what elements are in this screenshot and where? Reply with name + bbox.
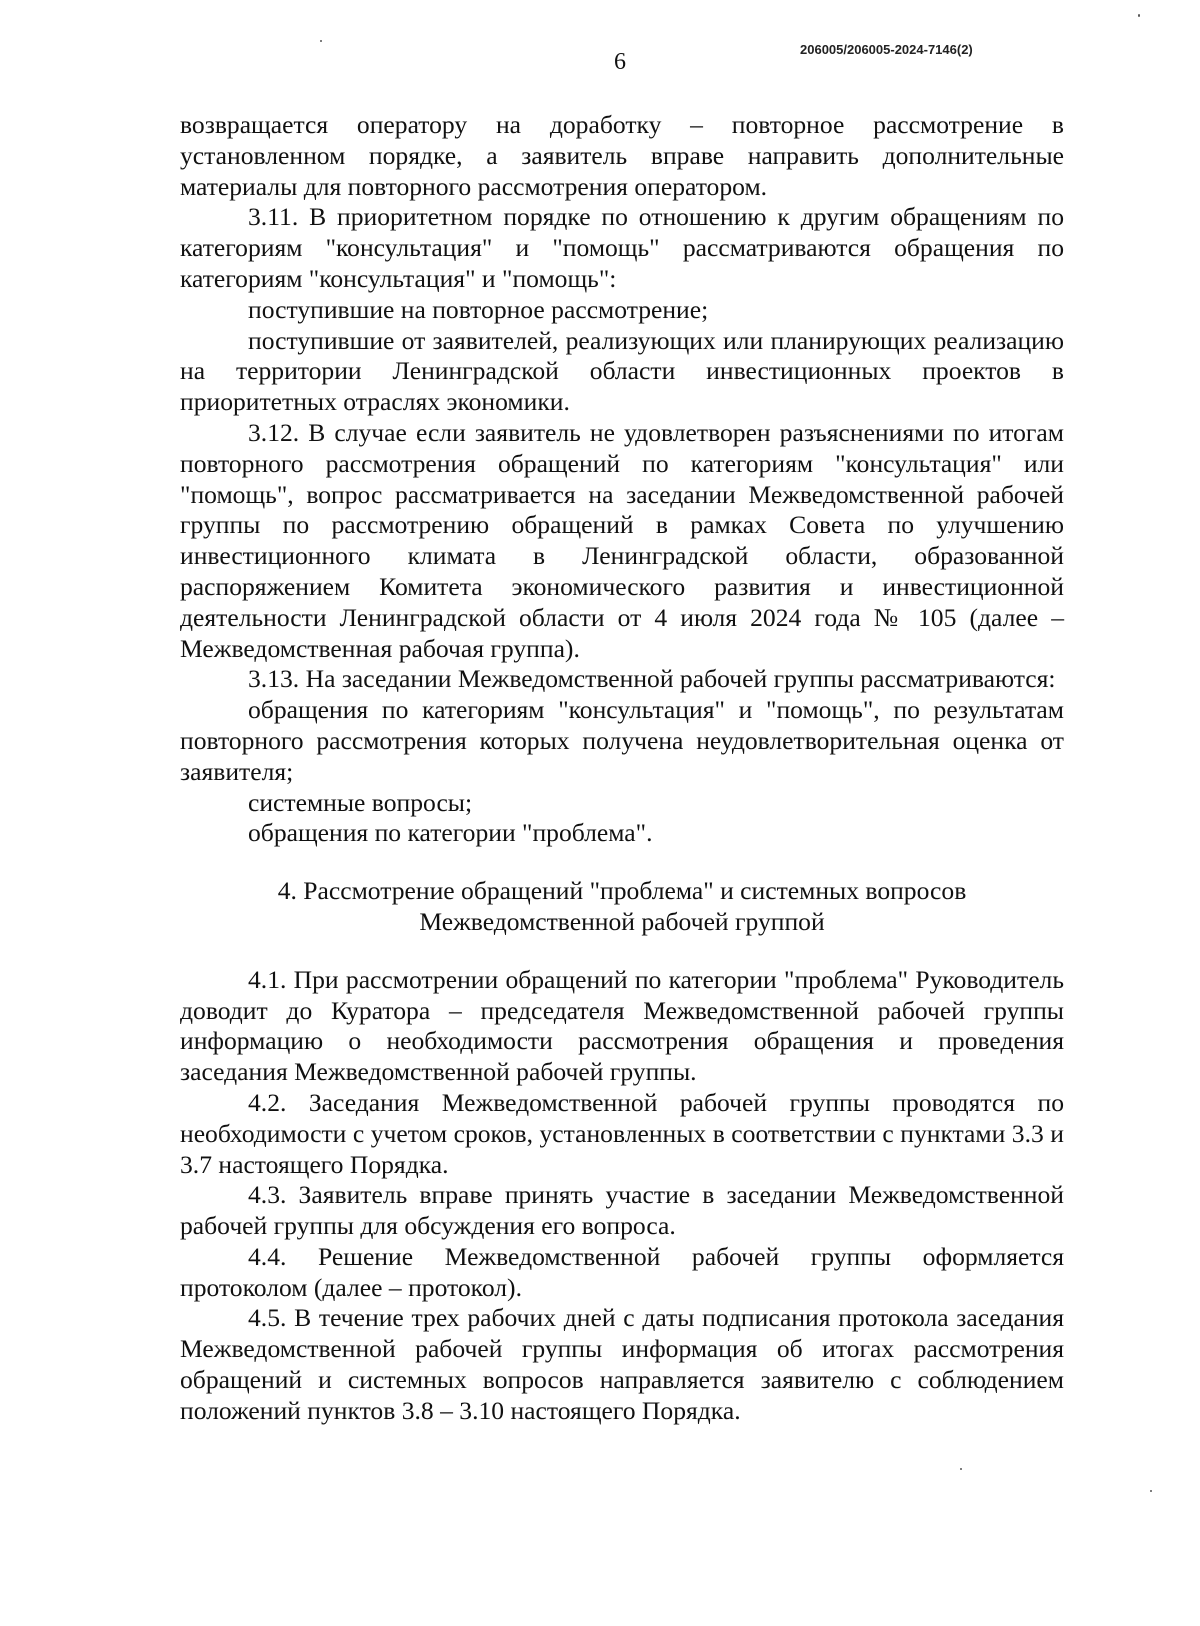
scan-speck <box>1138 14 1140 17</box>
list-item-investors: поступившие от заявителей, реализующих или планирующих реализацию на территории Ленинградской области инвестиционных проектов в приоритетных отраслях экономики. <box>180 325 1064 417</box>
paragraph-4-4: 4.4. Решение Межведомственной рабочей группы оформляется протоколом (далее – протокол). <box>180 1241 1064 1302</box>
paragraph-3-13: 3.13. На заседании Межведомственной рабочей группы рассматриваются: <box>248 664 1056 694</box>
list-item-problem: обращения по категории "проблема". <box>248 818 653 848</box>
list-item-systemic: системные вопросы; <box>248 787 473 817</box>
document-body <box>180 110 1064 1427</box>
page-number: 6 <box>614 49 626 75</box>
section-4-heading-line-1: 4. Рассмотрение обращений "проблема" и системных вопросов <box>277 876 967 906</box>
list-item-unsatisfactory: обращения по категориям "консультация" и "помощь", по результатам повторного рассмотрения которых получена неудовлетворительная оценка от заявителя; <box>180 695 1064 786</box>
paragraph-4-5: 4.5. В течение трех рабочих дней с даты подписания протокола заседания Межведомственной рабочей группы информация об итогах рассмотрения обращений и системных вопросов направляется заявителю с соблюдением положений пунктов 3.8 – 3.10 настоящего Порядка. <box>180 1303 1064 1425</box>
document-id: 206005/206005-2024-7146(2) <box>800 42 973 57</box>
paragraph-4-1: 4.1. При рассмотрении обращений по категории "проблема" Руководитель доводит до Куратора – председателя Межведомственной рабочей группы информацию о необходимости рассмотрения обращения и проведения заседания Межведомственной рабочей группы. <box>180 964 1064 1087</box>
scan-speck <box>1150 1490 1152 1492</box>
paragraph-3-11: 3.11. В приоритетном порядке по отношению к другим обращениям по категориям "консультация" и "помощь" рассматриваются обращения по категориям "консультация" и "помощь": <box>180 202 1064 293</box>
paragraph-3-12: 3.12. В случае если заявитель не удовлетворен разъяснениями по итогам повторного рассмотрения обращений по категориям "консультация" или "помощь", вопрос рассматривается на заседании Межведомственной рабочей группы по рассмотрению обращений в рамках Совета по улучшению инвестиционного климата в Ленинградской области, образованной распоряжением Комитета экономического развития и инвестиционной деятельности Ленинградской области от 4 июля 2024 года № 105 (далее – Межведомственная рабочая группа). <box>180 417 1064 663</box>
paragraph-4-2: 4.2. Заседания Межведомственной рабочей группы проводятся по необходимости с учетом сроков, установленных в соответствии с пунктами 3.3 и 3.7 настоящего Порядка. <box>180 1087 1064 1179</box>
paragraph-4-3: 4.3. Заявитель вправе принять участие в заседании Межведомственной рабочей группы для обсуждения его вопроса. <box>180 1180 1064 1241</box>
paragraph-continuation: возвращается оператору на доработку – повторное рассмотрение в установленном порядке, а заявитель вправе направить дополнительные материалы для повторного рассмотрения оператором. <box>180 110 1064 201</box>
list-item-repeat-review: поступившие на повторное рассмотрение; <box>248 294 709 324</box>
section-4-heading <box>180 876 1064 938</box>
scan-speck <box>960 1468 962 1470</box>
section-4-heading-line-2: Межведомственной рабочей группой <box>419 906 825 936</box>
scan-speck <box>320 40 322 42</box>
